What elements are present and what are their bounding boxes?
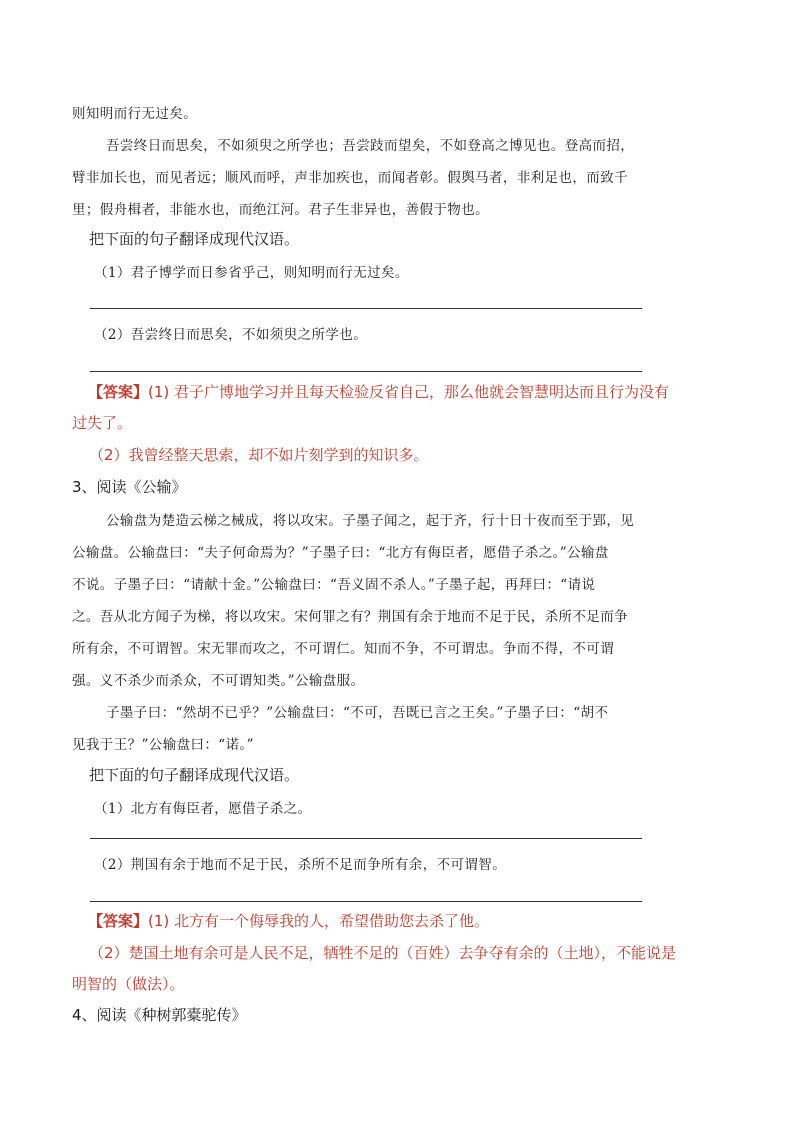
- answer-block: [88, 910, 489, 931]
- passage-line: 不说。子墨子曰：“请献十金。”公输盘曰：“吾义固不杀人。”子墨子起，再拜曰：“请说: [72, 577, 596, 593]
- passage-line: 吾尝终日而思矣，不如须臾之所学也；吾尝跂而望矣，不如登高之博见也。登高而招，: [106, 138, 635, 154]
- answer-block: [88, 381, 669, 402]
- answer-text: (1) 北方有一个侮辱我的人，希望借助您去杀了他。: [148, 912, 490, 930]
- passage-line: 之。吾从北方闻子为梯，将以攻宋。宋何罪之有？荆国有余于地而不足于民，杀所不足而争: [72, 609, 628, 625]
- instruction: 把下面的句子翻译成现代汉语。: [89, 766, 300, 784]
- answer-blank-line: [90, 371, 642, 372]
- answer-text: 过失了。: [72, 414, 133, 432]
- instruction: 把下面的句子翻译成现代汉语。: [89, 230, 300, 248]
- answer-blank-line: [90, 901, 642, 902]
- passage-line: 公输盘为楚造云梯之械成，将以攻宋。子墨子闻之，起于齐，行十日十夜而至于郢，见: [106, 513, 635, 529]
- question-item: （1）北方有侮臣者，愿借子杀之。: [94, 801, 312, 817]
- passage-line: 所有余，不可谓智。宋无罪而攻之，不可谓仁。知而不争，不可谓忠。争而不得，不可谓: [72, 641, 615, 657]
- answer-blank-line: [90, 838, 642, 839]
- passage-line: 公输盘。公输盘曰：“夫子何命焉为？”子墨子曰：“北方有侮臣者，愿借子杀之。”公输盘: [72, 545, 609, 561]
- passage-line: 子墨子曰：“然胡不已乎？”公输盘曰：“不可，吾既已言之王矣。”子墨子曰：“胡不: [106, 705, 609, 721]
- passage-line: 强。义不杀少而杀众，不可谓知类。”公输盘服。: [72, 673, 365, 689]
- answer-text: （2）楚国土地有余可是人民不足，牺牲不足的（百姓）去争夺有余的（土地），不能说是: [89, 944, 677, 962]
- passage-line: 则知明而行无过矣。: [72, 106, 198, 122]
- answer-text: 明智的（做法）。: [72, 975, 185, 993]
- question-item: （2）吾尝终日而思矣，不如须臾之所学也。: [94, 327, 368, 343]
- answer-text: (1) 君子广博地学习并且每天检验反省自己，那么他就会智慧明达而且行为没有: [148, 383, 670, 401]
- question-item: （2）荆国有余于地而不足于民，杀所不足而争所有余，不可谓智。: [94, 857, 507, 873]
- passage-line: 见我于王？”公输盘曰：“诺。”: [72, 737, 254, 753]
- answer-blank-line: [90, 308, 642, 309]
- passage-line: 里；假舟楫者，非能水也，而绝江河。君子生非异也，善假于物也。: [72, 202, 489, 218]
- section-heading: 4、阅读《种树郭橐驼传》: [72, 1006, 247, 1024]
- answer-label: 【答案】: [88, 912, 149, 930]
- passage-line: 臂非加长也，而见者远；顺风而呼，声非加疾也，而闻者彰。假舆马者，非利足也，而致千: [72, 170, 628, 186]
- question-item: （1）君子博学而日参省乎己，则知明而行无过矣。: [94, 265, 409, 281]
- section-heading: 3、阅读《公输》: [72, 478, 187, 496]
- answer-label: 【答案】: [88, 383, 149, 401]
- answer-text: （2）我曾经整天思索，却不如片刻学到的知识多。: [89, 446, 429, 464]
